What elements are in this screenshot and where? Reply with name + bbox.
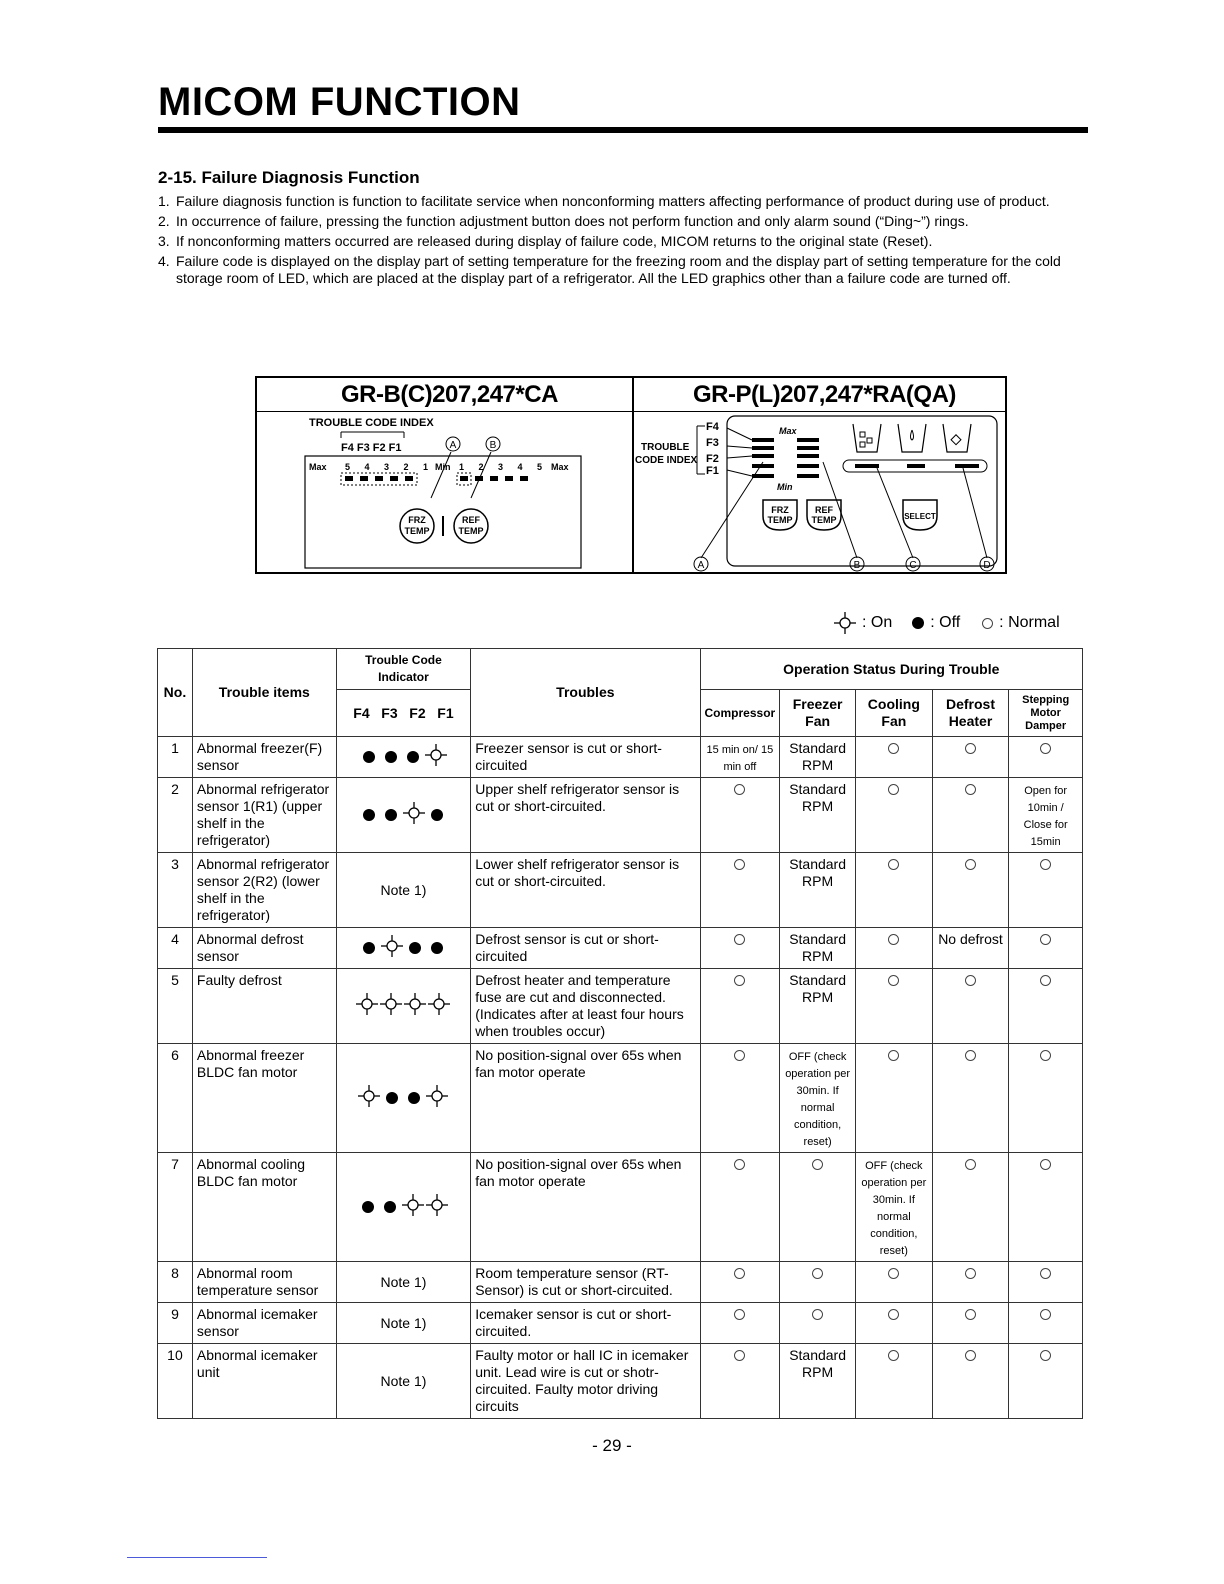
defrost-heater-status (932, 737, 1009, 778)
trouble-item: Abnormal defrost sensor (192, 928, 336, 969)
svg-text:A: A (449, 440, 457, 451)
trouble-code-indicator (336, 737, 470, 778)
on-indicator-icon (381, 935, 403, 961)
defrost-heater-status-text: No defrost (938, 931, 1003, 947)
intro-item: 1. Failure diagnosis function is function to facilitate service when nonconforming matters affecting performance of product during use of product. (158, 193, 1050, 209)
table-row (158, 1344, 1083, 1419)
trouble-description: Upper shelf refrigerator sensor is cut or short-circuited. (471, 778, 700, 853)
normal-indicator-icon (982, 618, 993, 629)
normal-indicator-icon (965, 1268, 976, 1279)
indicator-note: Note 1) (380, 881, 427, 898)
trouble-item: Abnormal room temperature sensor (192, 1262, 336, 1303)
right-frz-temp-button (763, 500, 797, 530)
row-number: 8 (158, 1262, 193, 1303)
freezer-fan-status-text: Standard RPM (789, 1347, 847, 1380)
svg-text:C: C (909, 560, 917, 571)
intro-item: 3. If nonconforming matters occurred are released during display of failure code, MICOM returns to the original state (Reset). (158, 233, 933, 249)
row-number: 1 (158, 737, 193, 778)
marker-a-icon (446, 437, 460, 451)
trouble-item: Abnormal refrigerator sensor 1(R1) (upper shelf in the refrigerator) (192, 778, 336, 853)
off-indicator-icon (431, 942, 443, 954)
trouble-description: No position-signal over 65s when fan motor operate (471, 1153, 700, 1262)
section-heading: 2-15. Failure Diagnosis Function (158, 168, 420, 187)
trouble-item: Abnormal cooling BLDC fan motor (192, 1153, 336, 1262)
table-row (158, 1153, 1083, 1262)
row-number: 6 (158, 1044, 193, 1153)
right-min-label: Min (777, 482, 793, 492)
model-right-title: GR-P(L)207,247*RA(QA) (693, 381, 956, 408)
legend-off-label: : Off (930, 614, 961, 631)
indicator-note: Note 1) (380, 1372, 427, 1389)
normal-indicator-icon (734, 1050, 745, 1061)
row-number: 10 (158, 1344, 193, 1419)
on-indicator-icon (426, 1085, 448, 1111)
damper-status (1009, 1153, 1083, 1262)
header-stepping-damper: Stepping Motor Damper (1009, 690, 1083, 737)
trouble-code-indicator (336, 1262, 470, 1303)
normal-indicator-icon (1040, 1309, 1051, 1320)
normal-indicator-icon (734, 975, 745, 986)
svg-text:REF: REF (462, 515, 480, 525)
normal-indicator-icon (1040, 1350, 1051, 1361)
normal-indicator-icon (1040, 1159, 1051, 1170)
off-indicator-icon (363, 942, 375, 954)
trouble-code-indicator (336, 1153, 470, 1262)
freezer-fan-status (780, 1303, 856, 1344)
normal-indicator-icon (734, 1309, 745, 1320)
trouble-item: Abnormal freezer(F) sensor (192, 737, 336, 778)
defrost-heater-status (932, 1262, 1009, 1303)
cooling-fan-status (856, 737, 933, 778)
normal-indicator-icon (1040, 1050, 1051, 1061)
off-indicator-icon (912, 617, 924, 629)
off-indicator-icon (362, 1201, 374, 1213)
normal-indicator-icon (734, 1159, 745, 1170)
svg-text:B: B (489, 440, 497, 451)
trouble-item: Abnormal freezer BLDC fan motor (192, 1044, 336, 1153)
on-indicator-icon (404, 993, 426, 1019)
freezer-fan-status (780, 853, 856, 928)
indicator-note: Note 1) (380, 1314, 427, 1331)
table-row (158, 928, 1083, 969)
off-indicator-icon (431, 809, 443, 821)
normal-indicator-icon (734, 934, 745, 945)
off-indicator-icon (384, 1201, 396, 1213)
normal-indicator-icon (1040, 934, 1051, 945)
right-code-f3: F3 (706, 437, 719, 449)
normal-indicator-icon (888, 1309, 899, 1320)
off-indicator-icon (407, 751, 419, 763)
header-operation-status: Operation Status During Trouble (700, 649, 1082, 690)
defrost-heater-status (932, 1344, 1009, 1419)
right-ref-temp-button (807, 500, 841, 530)
model-left-title: GR-B(C)207,247*CA (341, 381, 558, 408)
table-row (158, 1044, 1083, 1153)
normal-indicator-icon (965, 1050, 976, 1061)
compressor-status (700, 1262, 780, 1303)
svg-text:A: A (697, 560, 705, 571)
svg-text:TEMP: TEMP (404, 526, 430, 536)
trouble-description: Freezer sensor is cut or short-circuited (471, 737, 700, 778)
left-codes: F4 F3 F2 F1 (341, 442, 402, 454)
normal-indicator-icon (812, 1309, 823, 1320)
table-row (158, 853, 1083, 928)
compressor-status (700, 1153, 780, 1262)
footer-rule (127, 1557, 267, 1558)
cooling-fan-status (856, 1153, 933, 1262)
header-indicator-codes: F4 F3 F2 F1 (336, 690, 470, 737)
trouble-code-indicator (336, 1344, 470, 1419)
on-indicator-icon (425, 744, 447, 770)
intro-item: 2. In occurrence of failure, pressing the function adjustment button does not perform function and only alarm sound (“Ding~”) rings. (158, 213, 969, 229)
legend (834, 612, 1060, 634)
freezer-fan-status-text: Standard RPM (789, 931, 847, 964)
trouble-table-body (158, 737, 1083, 1419)
off-indicator-icon (408, 1092, 420, 1104)
on-indicator-icon (380, 993, 402, 1019)
normal-indicator-icon (888, 1350, 899, 1361)
off-indicator-icon (363, 809, 375, 821)
normal-indicator-icon (734, 1350, 745, 1361)
normal-indicator-icon (965, 1350, 976, 1361)
on-indicator-icon (426, 1194, 448, 1220)
cooling-fan-status (856, 853, 933, 928)
normal-indicator-icon (1040, 1268, 1051, 1279)
trouble-code-indicator (336, 1044, 470, 1153)
trouble-code-indicator (336, 778, 470, 853)
marker-c-icon (906, 557, 920, 571)
legend-on-label: : On (862, 614, 893, 631)
row-number: 7 (158, 1153, 193, 1262)
row-number: 5 (158, 969, 193, 1044)
right-select-button (903, 500, 937, 530)
freezer-fan-status (780, 1153, 856, 1262)
freezer-fan-status (780, 1344, 856, 1419)
header-troubles: Troubles (471, 649, 700, 737)
svg-text:FRZ: FRZ (771, 505, 789, 515)
row-number: 9 (158, 1303, 193, 1344)
right-index-label-1: TROUBLE (641, 442, 690, 453)
normal-indicator-icon (812, 1159, 823, 1170)
legend-normal-label: : Normal (999, 614, 1060, 631)
trouble-code-indicator (336, 969, 470, 1044)
crushed-ice-icon (943, 424, 971, 452)
header-freezer-fan: Freezer Fan (780, 690, 856, 737)
normal-indicator-icon (965, 1159, 976, 1170)
off-indicator-icon (363, 751, 375, 763)
right-max-label: Max (779, 426, 797, 436)
damper-status (1009, 1044, 1083, 1153)
trouble-item: Abnormal icemaker sensor (192, 1303, 336, 1344)
normal-indicator-icon (888, 859, 899, 870)
on-indicator-icon (358, 1085, 380, 1111)
intro-list (158, 193, 1093, 290)
right-code-f4: F4 (706, 421, 719, 433)
display-panels-svg (257, 412, 1005, 574)
svg-text:REF: REF (815, 505, 833, 515)
normal-indicator-icon (888, 975, 899, 986)
header-defrost-heater: Defrost Heater (932, 690, 1009, 737)
freezer-fan-status (780, 1262, 856, 1303)
defrost-heater-status (932, 969, 1009, 1044)
left-scale-right: 1 2 3 4 5 (459, 462, 549, 472)
normal-indicator-icon (1040, 859, 1051, 870)
normal-indicator-icon (888, 1268, 899, 1279)
on-indicator-icon (356, 993, 378, 1019)
trouble-code-indicator (336, 1303, 470, 1344)
marker-d-icon (980, 557, 994, 571)
compressor-status-text: 15 min on/ 15 min off (706, 744, 774, 773)
compressor-status (700, 969, 780, 1044)
right-index-label-2: CODE INDEX (635, 455, 698, 466)
normal-indicator-icon (734, 784, 745, 795)
table-row (158, 1303, 1083, 1344)
compressor-status (700, 1044, 780, 1153)
normal-indicator-icon (812, 1268, 823, 1279)
page-title: MICOM FUNCTION (158, 80, 521, 124)
freezer-fan-status-text: Standard RPM (789, 740, 847, 773)
compressor-status (700, 853, 780, 928)
svg-text:D: D (983, 560, 991, 571)
freezer-fan-status (780, 1044, 856, 1153)
on-indicator-icon (402, 1194, 424, 1220)
table-row (158, 1262, 1083, 1303)
normal-indicator-icon (888, 934, 899, 945)
cooling-fan-status (856, 928, 933, 969)
normal-indicator-icon (965, 975, 976, 986)
trouble-description: Defrost heater and temperature fuse are cut and disconnected. (Indicates after at least four hours when troubles occur) (471, 969, 700, 1044)
row-number: 2 (158, 778, 193, 853)
trouble-code-indicator (336, 928, 470, 969)
damper-status (1009, 1344, 1083, 1419)
compressor-status (700, 1344, 780, 1419)
marker-b-icon (486, 437, 500, 451)
cooling-fan-status (856, 1262, 933, 1303)
intro-item: 4. Failure code is displayed on the display part of setting temperature for the freezing room and the display part of setting temperature for the cold storage room of LED, which are placed at the display part of a refrigerator. All the LED graphics other than a failure code are turned off. (158, 253, 1061, 286)
trouble-item: Abnormal refrigerator sensor 2(R2) (lower shelf in the refrigerator) (192, 853, 336, 928)
left-frz-temp-button (400, 509, 434, 543)
defrost-heater-status (932, 853, 1009, 928)
trouble-description: Icemaker sensor is cut or short-circuited. (471, 1303, 700, 1344)
cooling-fan-status (856, 778, 933, 853)
freezer-fan-status-text: Standard RPM (789, 856, 847, 889)
svg-text:FRZ: FRZ (408, 515, 426, 525)
normal-indicator-icon (1040, 743, 1051, 754)
ice-cube-icon (853, 424, 881, 452)
left-index-label: TROUBLE CODE INDEX (309, 417, 434, 429)
trouble-item: Faulty defrost (192, 969, 336, 1044)
table-row (158, 737, 1083, 778)
defrost-heater-status (932, 778, 1009, 853)
display-panel-diagram (255, 376, 1007, 574)
compressor-status (700, 778, 780, 853)
compressor-status (700, 928, 780, 969)
freezer-fan-status (780, 778, 856, 853)
header-compressor: Compressor (700, 690, 780, 737)
right-code-f2: F2 (706, 453, 719, 465)
on-indicator-icon (834, 612, 856, 634)
normal-indicator-icon (965, 784, 976, 795)
freezer-fan-status-text: OFF (check operation per 30min. If normal condition, reset) (785, 1051, 851, 1148)
cooling-fan-status (856, 1044, 933, 1153)
damper-status (1009, 1262, 1083, 1303)
marker-b-icon (850, 557, 864, 571)
damper-status (1009, 853, 1083, 928)
defrost-heater-status (932, 1303, 1009, 1344)
damper-status (1009, 1303, 1083, 1344)
svg-text:TEMP: TEMP (767, 515, 793, 525)
normal-indicator-icon (888, 1050, 899, 1061)
normal-indicator-icon (965, 743, 976, 754)
trouble-description: No position-signal over 65s when fan motor operate (471, 1044, 700, 1153)
left-max-label: Max (309, 462, 327, 472)
indicator-note: Note 1) (380, 1273, 427, 1290)
page-number: - 29 - (592, 1436, 632, 1455)
table-row (158, 969, 1083, 1044)
compressor-status (700, 737, 780, 778)
freezer-fan-status (780, 969, 856, 1044)
left-display-panel (305, 417, 581, 568)
svg-text:TEMP: TEMP (811, 515, 837, 525)
header-trouble-items: Trouble items (192, 649, 336, 737)
defrost-heater-status (932, 928, 1009, 969)
defrost-heater-status (932, 1153, 1009, 1262)
freezer-fan-status-text: Standard RPM (789, 972, 847, 1005)
trouble-item: Abnormal icemaker unit (192, 1344, 336, 1419)
damper-status (1009, 737, 1083, 778)
header-cooling-fan: Cooling Fan (856, 690, 933, 737)
trouble-code-indicator (336, 853, 470, 928)
normal-indicator-icon (965, 859, 976, 870)
left-scale-left: 5 4 3 2 1 (345, 462, 435, 472)
cooling-fan-status (856, 969, 933, 1044)
compressor-status (700, 1303, 780, 1344)
trouble-table (157, 648, 1083, 1419)
normal-indicator-icon (888, 743, 899, 754)
off-indicator-icon (385, 809, 397, 821)
trouble-description: Lower shelf refrigerator sensor is cut or short-circuited. (471, 853, 700, 928)
off-indicator-icon (385, 751, 397, 763)
freezer-fan-status-text: Standard RPM (789, 781, 847, 814)
on-indicator-icon (428, 993, 450, 1019)
svg-text:SELECT: SELECT (904, 512, 936, 521)
off-indicator-icon (409, 942, 421, 954)
normal-indicator-icon (888, 784, 899, 795)
freezer-fan-status (780, 737, 856, 778)
row-number: 4 (158, 928, 193, 969)
damper-status (1009, 928, 1083, 969)
normal-indicator-icon (734, 859, 745, 870)
freezer-fan-status (780, 928, 856, 969)
table-row (158, 778, 1083, 853)
normal-indicator-icon (965, 1309, 976, 1320)
title-rule (158, 127, 1088, 133)
header-no: No. (158, 649, 193, 737)
damper-status (1009, 778, 1083, 853)
left-ref-temp-button (454, 509, 488, 543)
defrost-heater-status (932, 1044, 1009, 1153)
svg-text:B: B (853, 560, 861, 571)
trouble-description: Faulty motor or hall IC in icemaker unit. Lead wire is cut or shotr-circuited. Faulty motor driving circuits (471, 1344, 700, 1419)
normal-indicator-icon (1040, 975, 1051, 986)
header-indicator: Trouble Code Indicator (336, 649, 470, 690)
damper-status (1009, 969, 1083, 1044)
normal-indicator-icon (734, 1268, 745, 1279)
damper-status-text: Open for 10min / Close for 15min (1023, 785, 1068, 848)
trouble-description: Defrost sensor is cut or short-circuited (471, 928, 700, 969)
water-glass-icon (898, 424, 926, 452)
svg-text:TEMP: TEMP (458, 526, 484, 536)
left-min-label: Min (435, 462, 451, 472)
cooling-fan-status-text: OFF (check operation per 30min. If normal condition, reset) (861, 1160, 927, 1257)
cooling-fan-status (856, 1303, 933, 1344)
right-code-f1: F1 (706, 465, 719, 477)
trouble-description: Room temperature sensor (RT-Sensor) is cut or short-circuited. (471, 1262, 700, 1303)
marker-a-icon (694, 557, 708, 571)
row-number: 3 (158, 853, 193, 928)
right-display-panel (635, 416, 997, 571)
cooling-fan-status (856, 1344, 933, 1419)
left-max-right: Max (551, 462, 569, 472)
off-indicator-icon (386, 1092, 398, 1104)
on-indicator-icon (403, 802, 425, 828)
